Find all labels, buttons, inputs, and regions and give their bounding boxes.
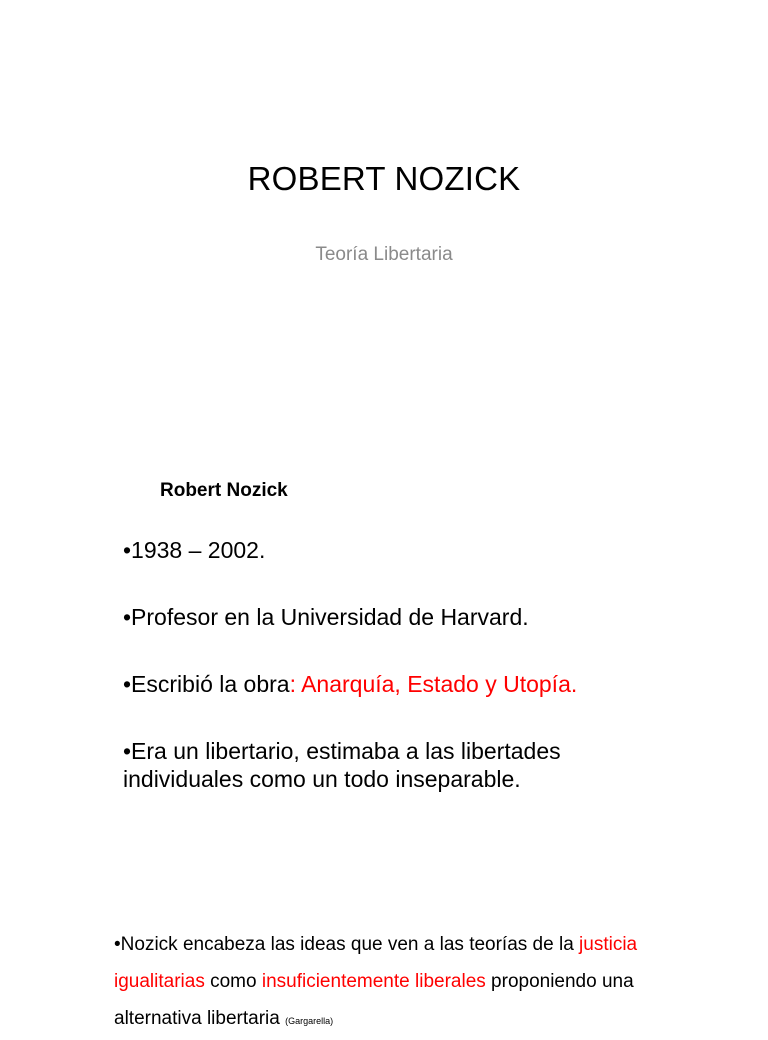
bullet-professor: •Profesor en la Universidad de Harvard.: [123, 604, 529, 630]
bullet-libertarian-line1: •Era un libertario, estimaba a las libertades: [123, 738, 561, 764]
thesis-paragraph: [114, 926, 654, 1040]
thesis-part2: como: [204, 971, 262, 992]
bio-heading: Robert Nozick: [160, 480, 288, 501]
bio-slide: [0, 460, 768, 860]
bullet-libertarian-line2: individuales como un todo inseparable.: [123, 766, 521, 792]
thesis-part1: •Nozick encabeza las ideas que ven a las teorías de la: [114, 934, 580, 955]
thesis-source-citation: (Gargarella): [285, 1016, 334, 1026]
page-title: ROBERT NOZICK: [247, 160, 521, 197]
thesis-part3: proponiendo una alternativa libertaria: [114, 971, 634, 1029]
bio-bullet-list: [123, 536, 723, 832]
thesis-highlight-liberales: insuficientemente liberales: [261, 971, 486, 992]
bullet-work: [123, 670, 723, 698]
page-subtitle: Teoría Libertaria: [315, 244, 453, 265]
bullet-work-title: : Anarquía, Estado y Utopía.: [289, 671, 578, 697]
bullet-libertarian: [123, 737, 723, 793]
title-slide: [0, 0, 768, 440]
bullet-years: •1938 – 2002.: [123, 537, 266, 563]
thesis-slide: [0, 920, 768, 1029]
thesis-highlight-justicia: justicia igualitarias: [114, 934, 638, 992]
bullet-work-prefix: •Escribió la obra: [123, 671, 290, 697]
